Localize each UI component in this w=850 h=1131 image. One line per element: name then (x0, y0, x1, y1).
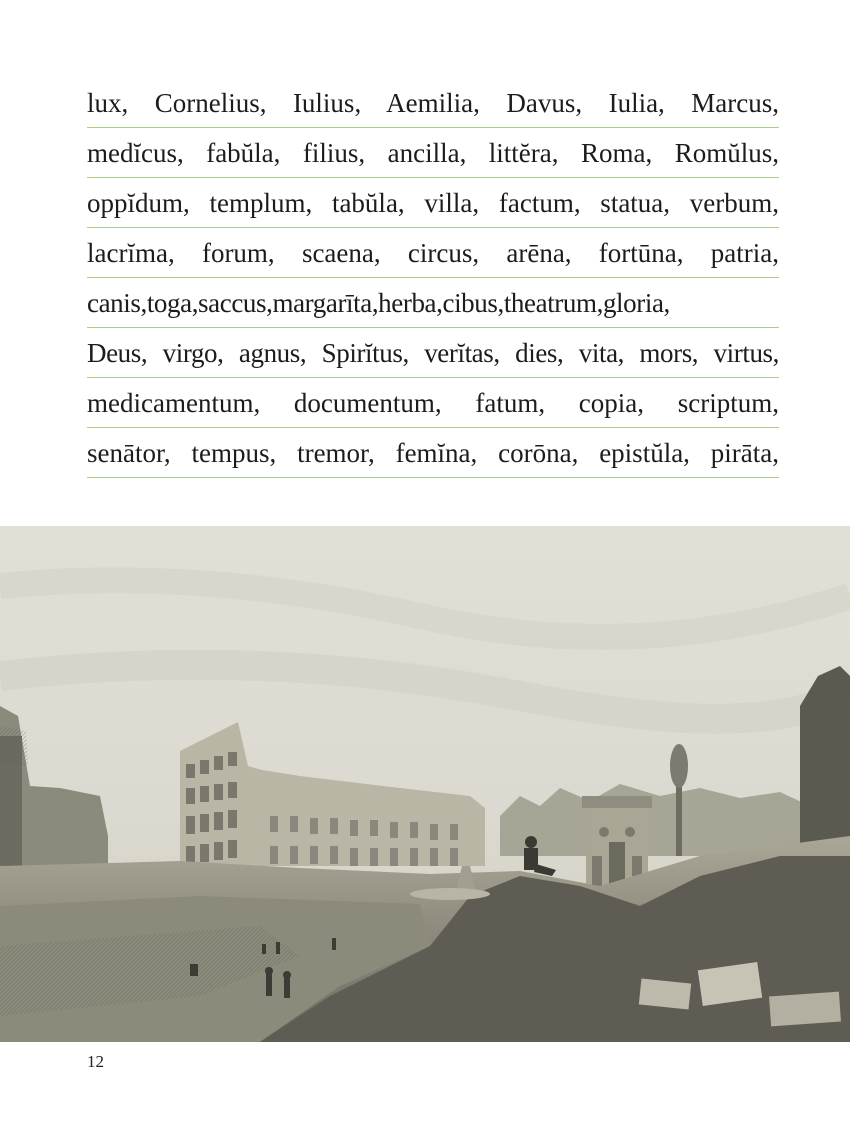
vocab-line-7: medicamentum, documentum, fatum, copia, scriptum, (87, 378, 779, 428)
vocab-line-5: canis,toga,saccus,margarīta,herba,cibus,theatrum,gloria, (87, 278, 779, 328)
vocab-line-3: oppĭdum, templum, tabŭla, villa, factum, statua, verbum, (87, 178, 779, 228)
vocab-line-8: senātor, tempus, tremor, femĭna, corōna, epistŭla, pirāta, (87, 428, 779, 478)
vocabulary-text (87, 78, 779, 478)
vocab-line-1: lux, Cornelius, Iulius, Aemilia, Davus, Iulia, Marcus, (87, 78, 779, 128)
vocab-line-4: lacrĭma, forum, scaena, circus, arēna, fortūna, patria, (87, 228, 779, 278)
vocab-line-6: Deus, virgo, agnus, Spirĭtus, verĭtas, dies, vita, mors, virtus, (87, 328, 779, 378)
vocab-line-2: medĭcus, fabŭla, filius, ancilla, littĕra, Roma, Romŭlus, (87, 128, 779, 178)
page-number: 12 (87, 1052, 104, 1071)
colosseum-engraving (0, 526, 850, 1042)
